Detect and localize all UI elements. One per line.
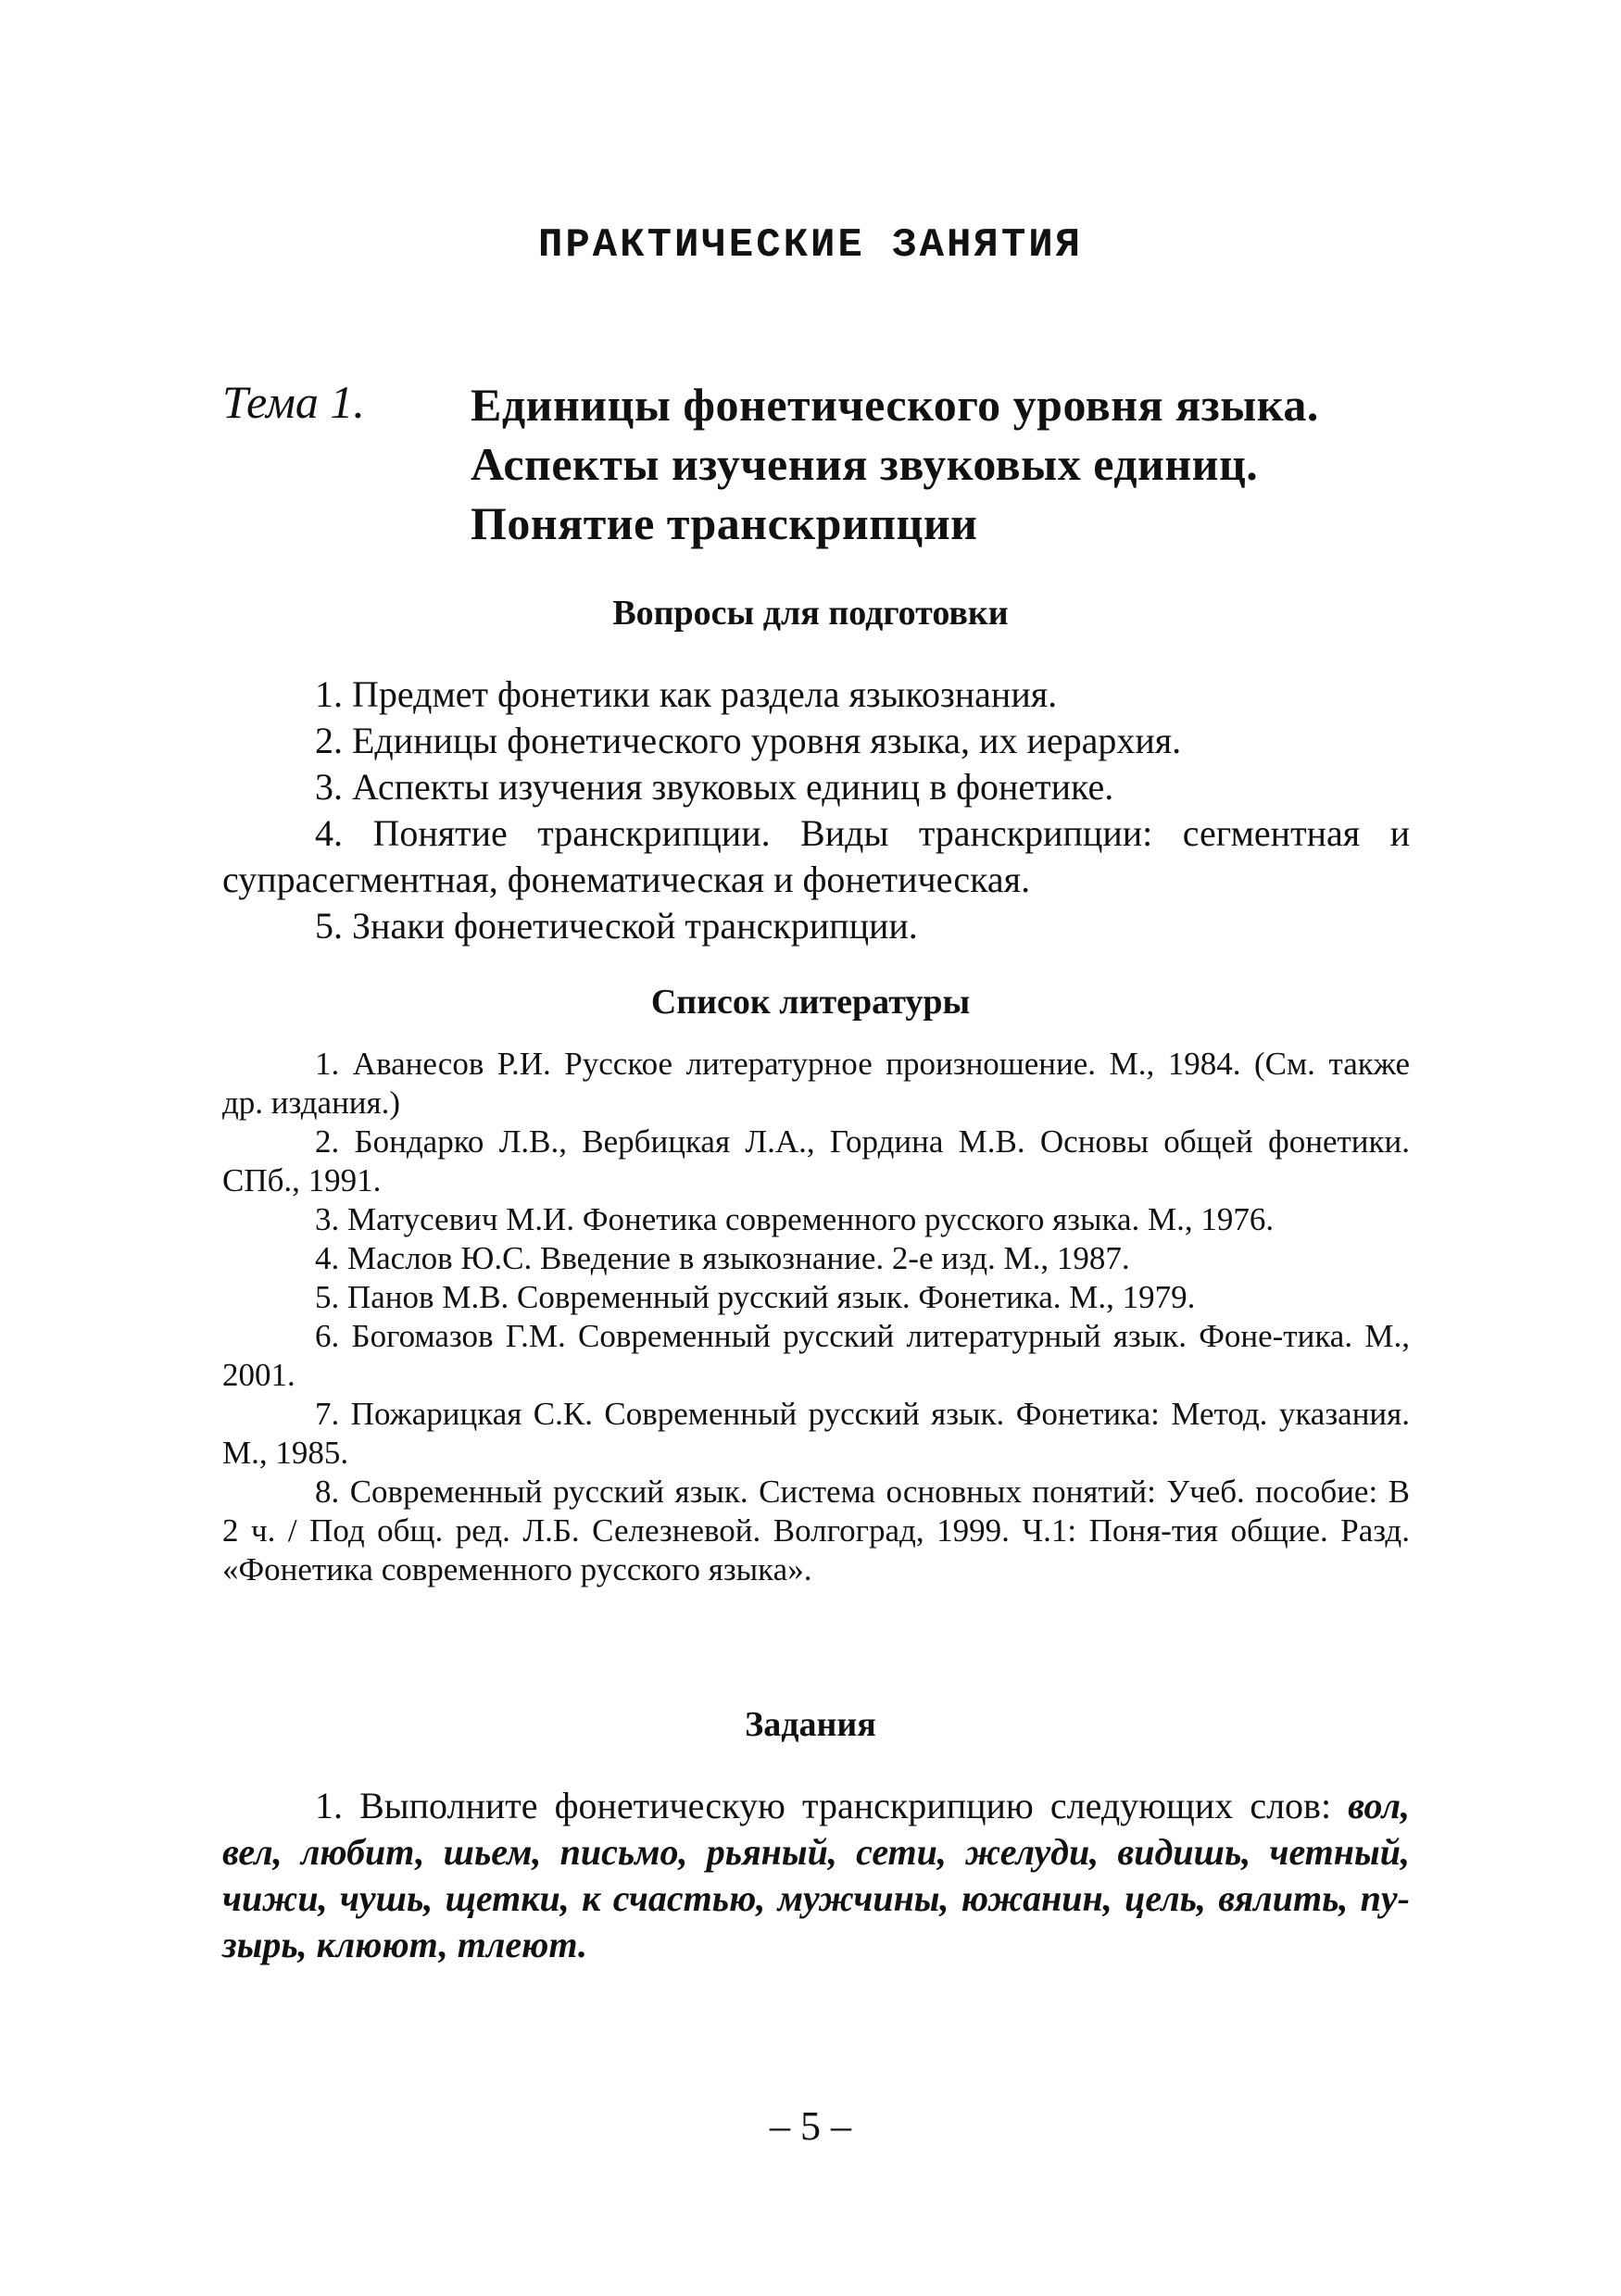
- list-item: 1. Предмет фонетики как раздела языкознания.: [315, 673, 1058, 715]
- page-number: – 5 –: [770, 2103, 851, 2149]
- list-item: 1. Аванесов Р.И. Русское литературное произношение. М., 1984. (См. также др. издания.): [222, 1046, 1410, 1121]
- list-item: 3. Матусевич М.И. Фонетика современного русского языка. М., 1976.: [315, 1201, 1275, 1237]
- page-heading: ПРАКТИЧЕСКИЕ ЗАНЯТИЯ: [537, 222, 1084, 269]
- topic-title: [471, 375, 1319, 553]
- list-item: 5. Панов М.В. Современный русский язык. Фонетика. М., 1979.: [315, 1279, 1196, 1315]
- task-words: вол, вел, любит, шьем, письмо, рьяный, сети, желуди, видишь, четный, чижи, чушь, щетки, к счастью, мужчины, южанин, цель, вялить, пу-зырь, клюют, тлеют.: [222, 1785, 1411, 1965]
- list-item: 2. Бондарко Л.В., Вербицкая Л.А., Гордина М.В. Основы общей фонетики. СПб., 1991.: [222, 1123, 1410, 1198]
- list-item: 2. Единицы фонетического уровня языка, их иерархия.: [315, 720, 1182, 761]
- list-item: 3. Аспекты изучения звуковых единиц в фонетике.: [315, 766, 1114, 808]
- list-item: 4. Понятие транскрипции. Виды транскрипции: сегментная и супрасегментная, фонематическая и фонетическая.: [222, 812, 1410, 900]
- list-item: 8. Современный русский язык. Система основных понятий: Учеб. пособие: В 2 ч. / Под общ. ред. Л.Б. Селезневой. Волгоград, 1999. Ч.1: Поня-тия общие. Разд. «Фонетика современного русского языка».: [222, 1474, 1410, 1587]
- topic-title-line: Единицы фонетического уровня языка.: [471, 379, 1319, 431]
- tasks-heading: Задания: [745, 1705, 876, 1744]
- list-item: 4. Маслов Ю.С. Введение в языкознание. 2-е изд. М., 1987.: [315, 1240, 1130, 1276]
- list-item: 6. Богомазов Г.М. Современный русский литературный язык. Фоне-тика. М., 2001.: [222, 1318, 1410, 1393]
- topic-title-line: Понятие транскрипции: [471, 497, 978, 549]
- questions-heading: Вопросы для подготовки: [612, 594, 1009, 633]
- list-item: 5. Знаки фонетической транскрипции.: [315, 905, 918, 947]
- literature-list: [222, 1045, 1410, 1589]
- task-intro: 1. Выполните фонетическую транскрипцию следующих слов:: [315, 1785, 1332, 1826]
- questions-list: [222, 671, 1410, 949]
- literature-heading: Список литературы: [650, 983, 971, 1022]
- topic-label: Тема 1.: [222, 376, 365, 428]
- topic-title-line: Аспекты изучения звуковых единиц.: [471, 438, 1259, 490]
- tasks-list: [222, 1783, 1410, 1968]
- task-item: [222, 1783, 1410, 1968]
- list-item: 7. Пожарицкая С.К. Современный русский язык. Фонетика: Метод. указания. М., 1985.: [222, 1396, 1410, 1471]
